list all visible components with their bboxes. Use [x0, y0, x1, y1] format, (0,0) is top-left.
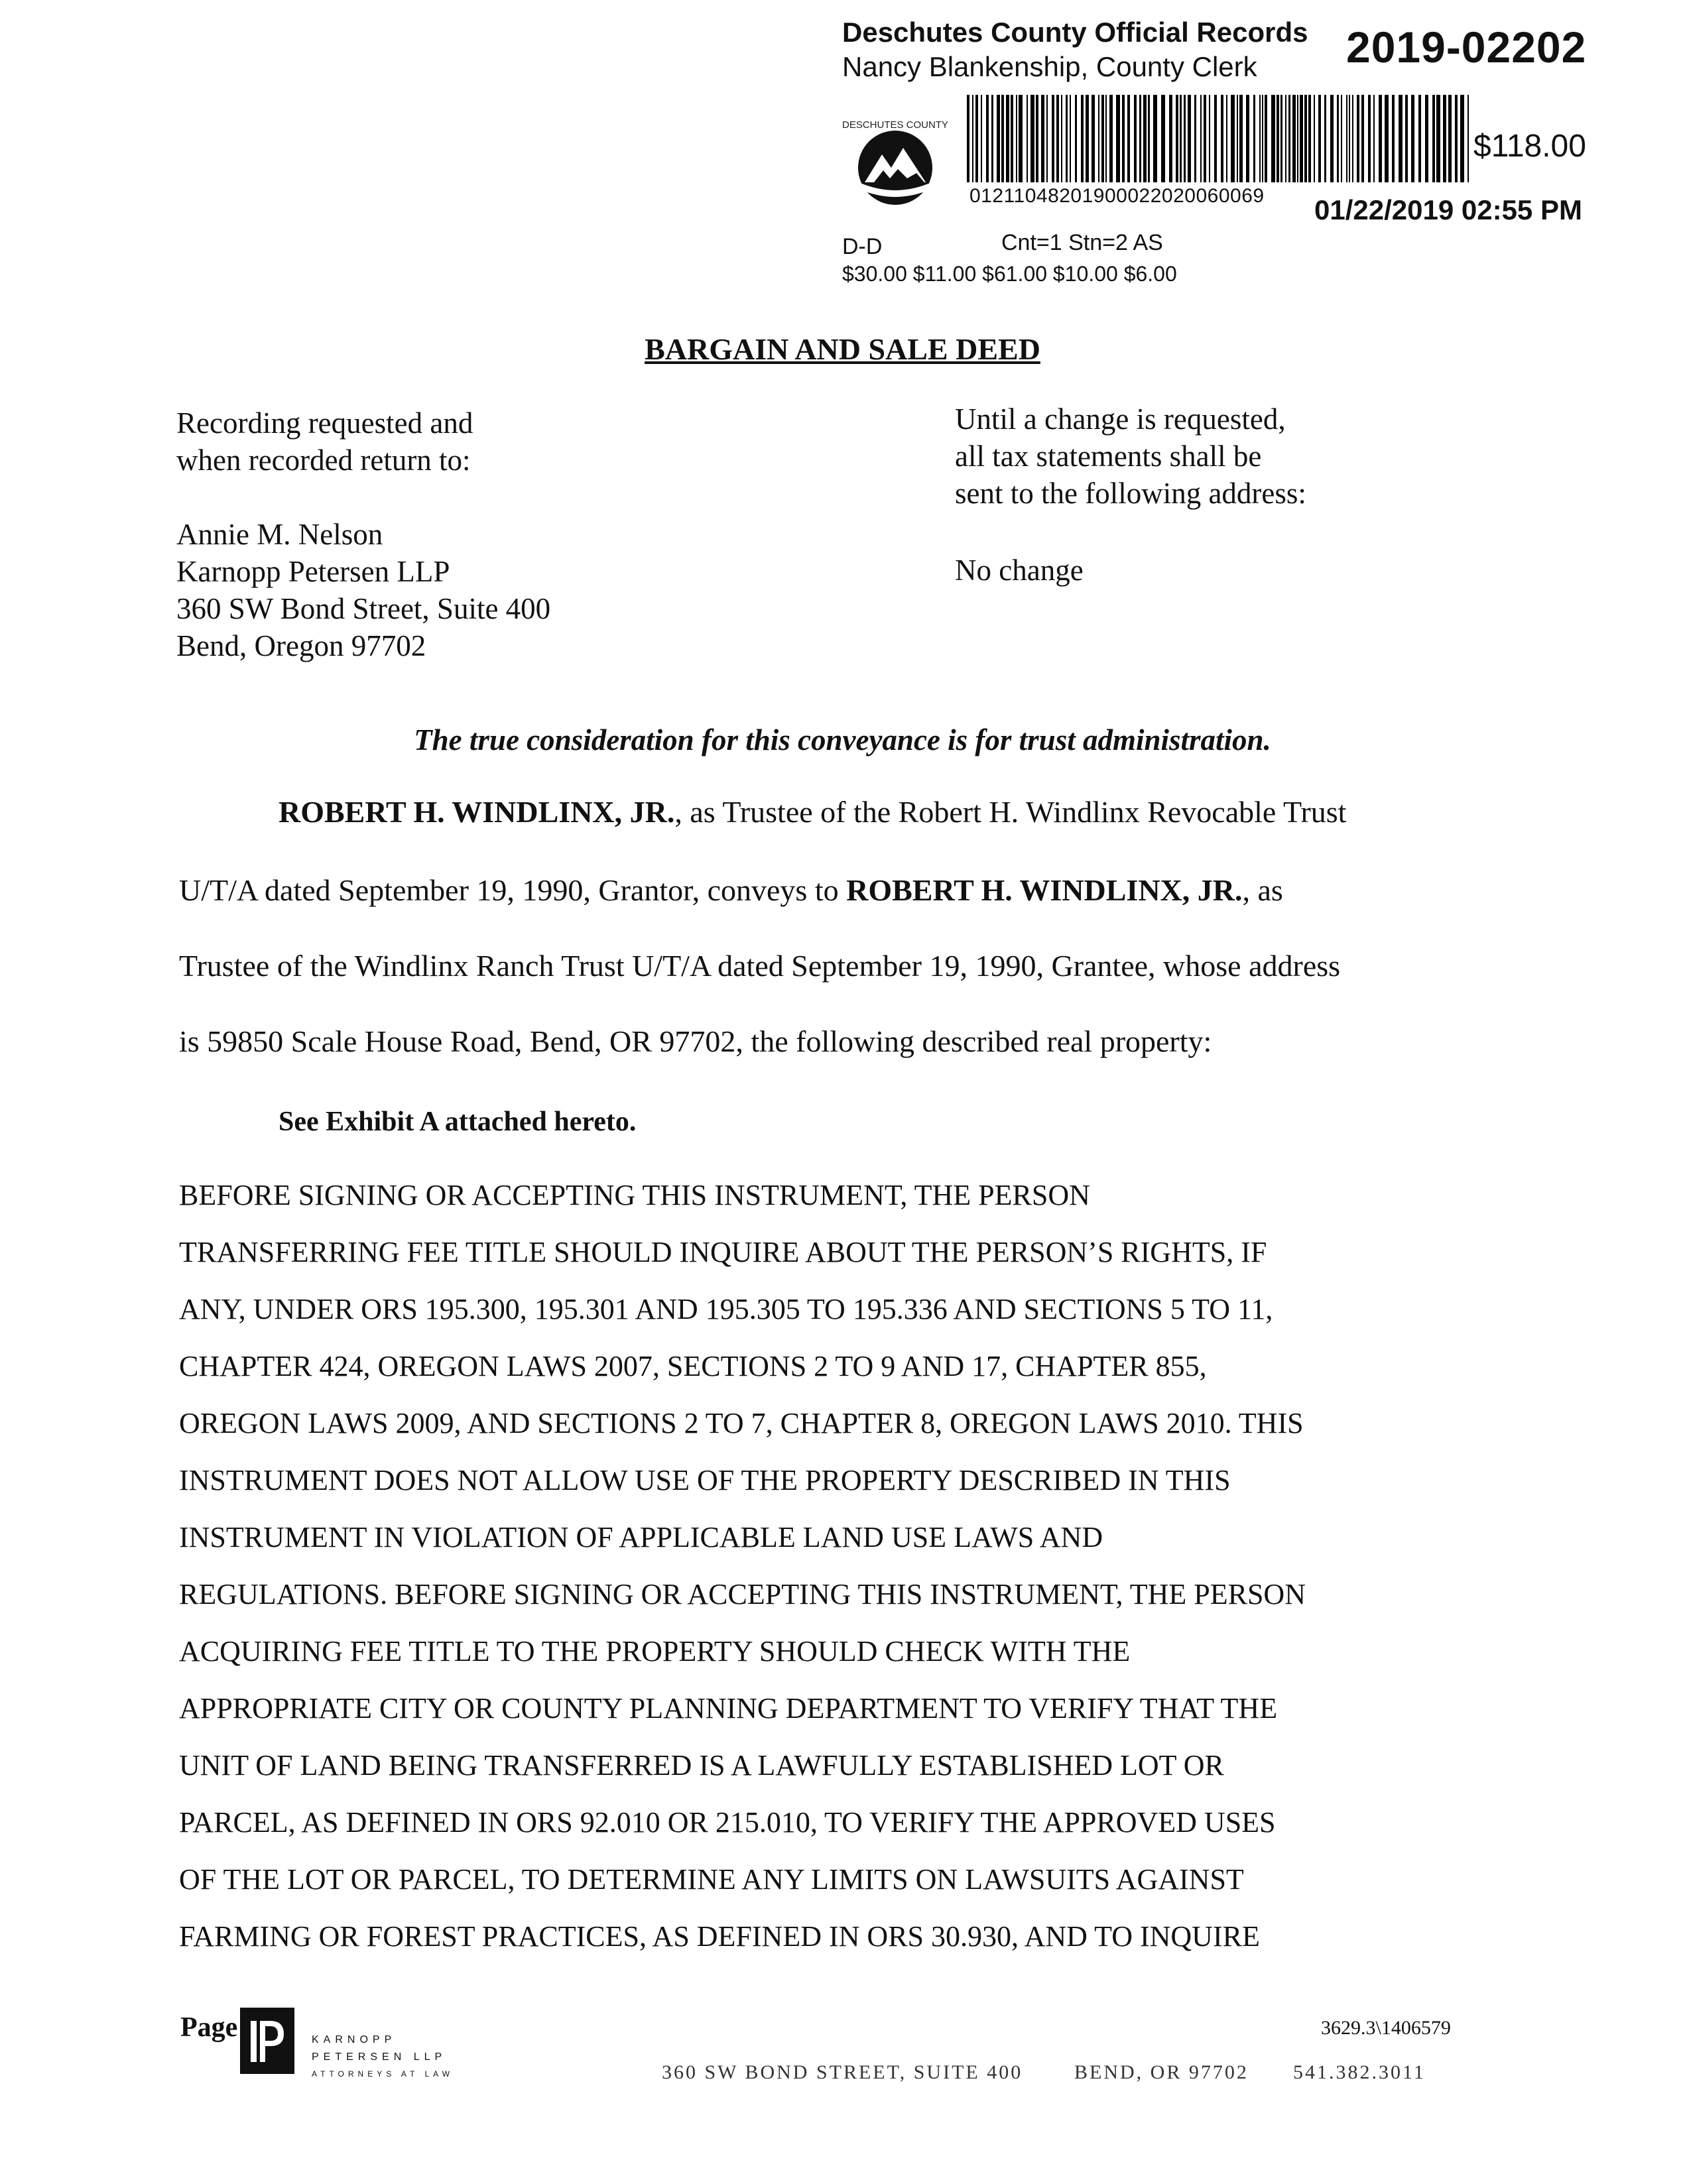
warning-line: ANY, UNDER ORS 195.300, 195.301 AND 195.305 TO 195.336 AND SECTIONS 5 TO 11, — [179, 1293, 1273, 1325]
firm-name: KARNOPP — [312, 2034, 397, 2045]
conveyance-text: U/T/A dated September 19, 1990, Grantor, conveys to — [179, 873, 847, 907]
footer-city: BEND, OR 97702 — [1074, 2061, 1249, 2083]
tax-statement-label — [955, 400, 1306, 512]
warning-line: ACQUIRING FEE TITLE TO THE PROPERTY SHOULD CHECK WITH THE — [179, 1635, 1131, 1668]
deed-title: BARGAIN AND SALE DEED — [645, 332, 1040, 366]
warning-line: APPROPRIATE CITY OR COUNTY PLANNING DEPARTMENT TO VERIFY THAT THE — [179, 1692, 1278, 1725]
statutory-warning — [179, 1167, 1306, 1965]
tax-statement-label-line: Until a change is requested, — [955, 402, 1286, 436]
warning-line: BEFORE SIGNING OR ACCEPTING THIS INSTRUMENT, THE PERSON — [179, 1179, 1090, 1211]
warning-line: REGULATIONS. BEFORE SIGNING OR ACCEPTING THIS INSTRUMENT, THE PERSON — [179, 1578, 1306, 1610]
barcode-icon — [967, 95, 1476, 182]
document-number: 2019-02202 — [1346, 23, 1587, 72]
warning-line: OF THE LOT OR PARCEL, TO DETERMINE ANY LIMITS ON LAWSUITS AGAINST — [179, 1863, 1244, 1896]
svg-text:DESCHUTES COUNTY: DESCHUTES COUNTY — [842, 119, 948, 131]
return-address-line: 360 SW Bond Street, Suite 400 — [176, 592, 551, 625]
warning-line: INSTRUMENT IN VIOLATION OF APPLICABLE LAND USE LAWS AND — [179, 1521, 1103, 1553]
return-address-line: Karnopp Petersen LLP — [176, 555, 450, 588]
tax-statement-label-line: sent to the following address: — [955, 477, 1306, 510]
grantee-name: ROBERT H. WINDLINX, JR. — [846, 873, 1243, 907]
conveyance-line — [179, 873, 1283, 908]
recording-fee-total: $118.00 — [1473, 129, 1586, 164]
recording-stamp — [842, 17, 1611, 286]
grantor-name: ROBERT H. WINDLINX, JR. — [279, 795, 675, 829]
return-to-label-line: Recording requested and — [176, 406, 473, 440]
warning-line: PARCEL, AS DEFINED IN ORS 92.010 OR 215.010, TO VERIFY THE APPROVED USES — [179, 1806, 1276, 1839]
page-label: Page — [180, 2012, 238, 2043]
warning-line: CHAPTER 424, OREGON LAWS 2007, SECTIONS 2 TO 9 AND 17, CHAPTER 855, — [179, 1350, 1207, 1382]
return-to-label — [176, 404, 473, 479]
conveyance-text: , as — [1242, 873, 1283, 907]
return-to-label-line: when recorded return to: — [176, 444, 471, 477]
count-station: Cnt=1 Stn=2 AS — [1001, 230, 1163, 255]
warning-line: OREGON LAWS 2009, AND SECTIONS 2 TO 7, CHAPTER 8, OREGON LAWS 2010. THIS — [179, 1407, 1304, 1439]
recording-datetime: 01/22/2019 02:55 PM — [1314, 194, 1582, 225]
warning-line: UNIT OF LAND BEING TRANSFERRED IS A LAWFULLY ESTABLISHED LOT OR — [179, 1749, 1224, 1782]
exhibit-reference: See Exhibit A attached hereto. — [279, 1107, 637, 1137]
return-address — [176, 516, 550, 664]
tax-statement-label-line: all tax statements shall be — [955, 440, 1262, 473]
county-seal-icon — [842, 109, 948, 215]
return-address-line: Annie M. Nelson — [176, 518, 383, 551]
return-address-line: Bend, Oregon 97702 — [176, 629, 426, 662]
tax-statement-address: No change — [955, 554, 1084, 587]
county-clerk: Nancy Blankenship, County Clerk — [842, 51, 1257, 82]
recording-office: Deschutes County Official Records — [842, 17, 1308, 48]
firm-subtitle: ATTORNEYS AT LAW — [312, 2069, 454, 2079]
consideration-statement: The true consideration for this conveyance is for trust administration. — [414, 723, 1271, 757]
warning-line: FARMING OR FOREST PRACTICES, AS DEFINED IN ORS 30.930, AND TO INQUIRE — [179, 1920, 1260, 1953]
kp-logo-icon — [240, 2008, 294, 2074]
footer-street: 360 SW BOND STREET, SUITE 400 — [662, 2061, 1023, 2083]
conveyance-text: , as Trustee of the Robert H. Windlinx Revocable Trust — [674, 795, 1347, 829]
warning-line: TRANSFERRING FEE TITLE SHOULD INQUIRE ABOUT THE PERSON’S RIGHTS, IF — [179, 1236, 1267, 1268]
file-number: 3629.3\1406579 — [1321, 2017, 1451, 2039]
fee-breakdown: $30.00 $11.00 $61.00 $10.00 $6.00 — [842, 262, 1177, 286]
conveyance-line: Trustee of the Windlinx Ranch Trust U/T/A dated September 19, 1990, Grantee, whose address — [179, 949, 1341, 983]
barcode-number: 01211048201900022020060069 — [969, 185, 1265, 207]
footer-phone: 541.382.3011 — [1293, 2061, 1426, 2083]
warning-line: INSTRUMENT DOES NOT ALLOW USE OF THE PROPERTY DESCRIBED IN THIS — [179, 1464, 1231, 1496]
firm-name: PETERSEN LLP — [312, 2051, 447, 2063]
document-type-code: D-D — [842, 234, 883, 259]
conveyance-line: is 59850 Scale House Road, Bend, OR 97702, the following described real property: — [179, 1024, 1212, 1058]
conveyance-line — [279, 794, 1346, 829]
